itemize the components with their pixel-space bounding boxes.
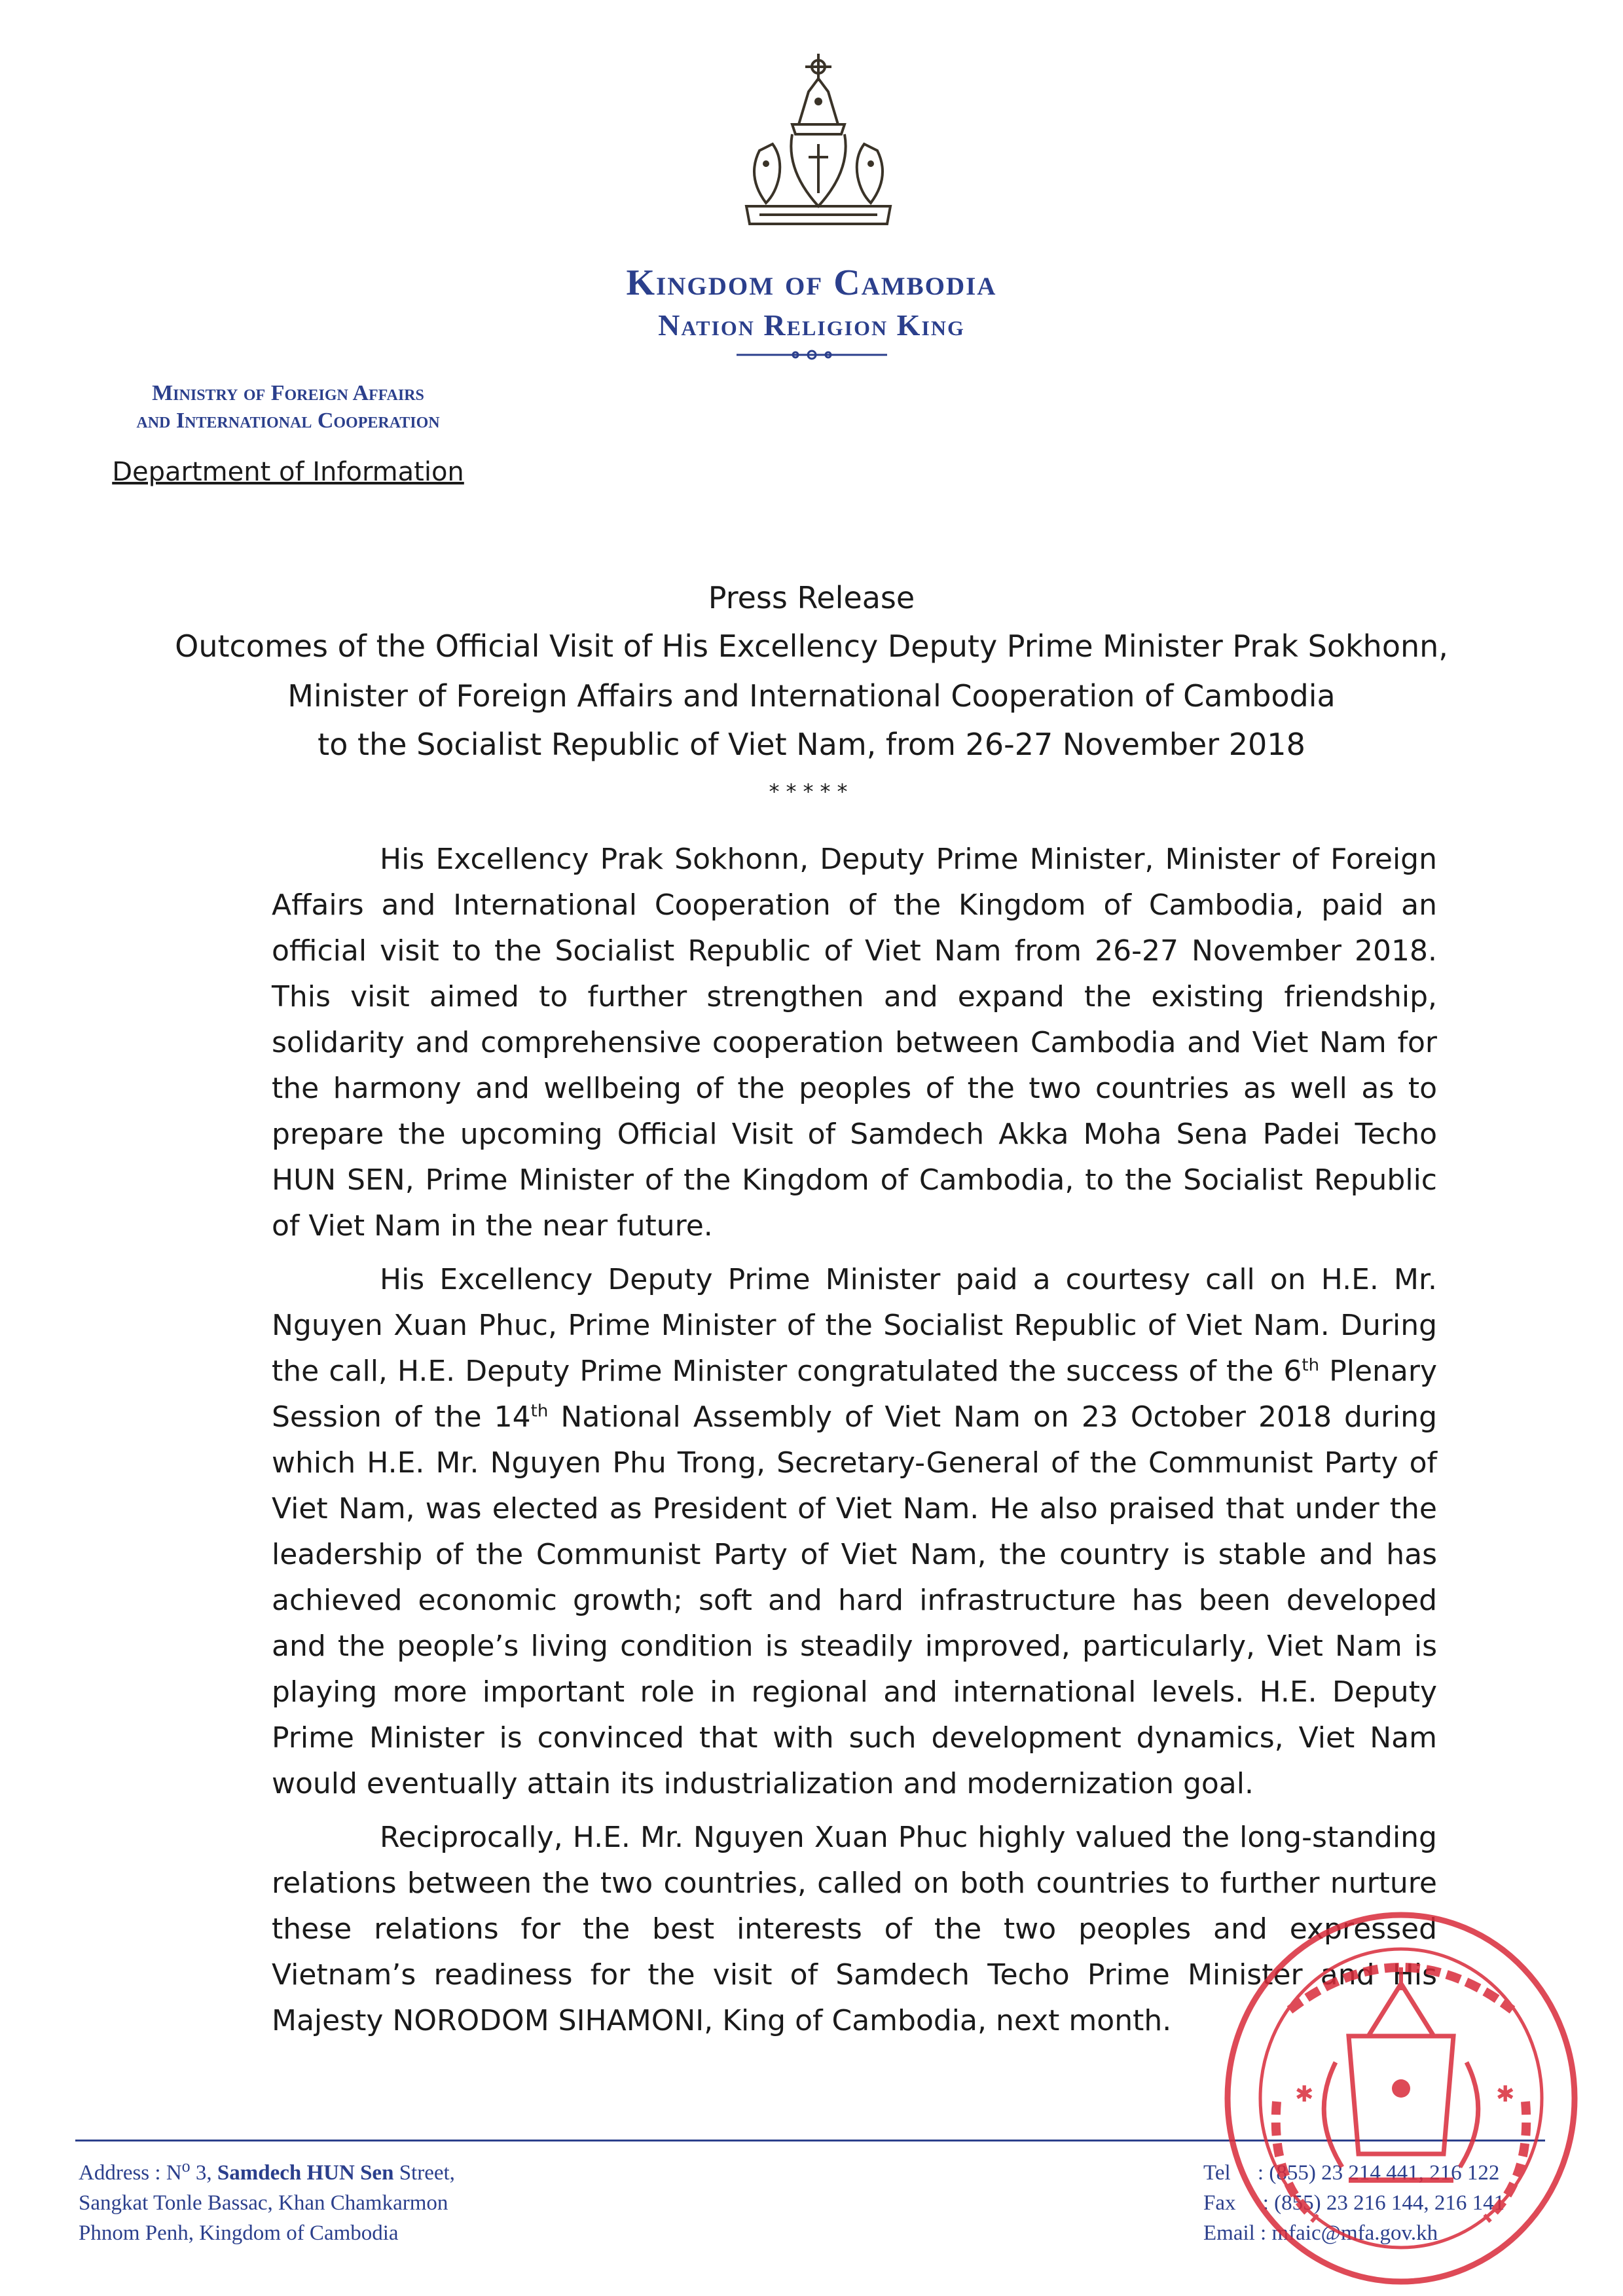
footer-tel: Tel : (855) 23 214 441, 216 122 (1203, 2161, 1500, 2185)
kingdom-title: Kingdom of Cambodia (626, 263, 997, 303)
press-release-body (272, 837, 1437, 2052)
p2-text-g: , Secretary-General of the Communist Party of Viet Nam, was elected as President of Viet Nam. He also praised that under the leadership of the Communist Party of Viet Nam, the country is stable and has achieved economic growth; soft and hard infrastructure has been developed and the people’s living condition is steadily improved, particularly, Viet Nam is playing more important role in regional and international levels. H.E. Deputy Prime Minister is convinced that with such development dynamics, Viet Nam would eventually attain its industrialization and modernization goal. (272, 1446, 1438, 1800)
address-street-name: Samdech HUN Sen (217, 2161, 394, 2185)
kingdom-motto: Nation Religion King (658, 308, 965, 342)
royal-coat-of-arms-emblem (720, 52, 917, 249)
address-line-2: Sangkat Tonle Bassac, Khan Chamkarmon (79, 2191, 448, 2215)
p2-text-c: , Prime Minister of the Socialist Republic of Viet Nam. During the call, H.E. Deputy Prime Minister congratulated the success of the 6 (272, 1309, 1438, 1388)
address-street-suffix: Street, (393, 2161, 455, 2185)
p2-superscript-1: th (1302, 1355, 1320, 1376)
p2-superscript-2: th (530, 1401, 549, 1421)
ministry-name-line2: and International Cooperation (136, 409, 440, 433)
footer-fax: Fax : (855) 23 216 144, 216 141 (1203, 2191, 1505, 2215)
footer-address (79, 2158, 668, 2248)
footer-email[interactable]: Email : mfaic@mfa.gov.kh (1203, 2221, 1438, 2245)
svg-text:✱: ✱ (1496, 2081, 1515, 2107)
p3-text-a: Reciprocally, H.E. Mr. Nguyen Xuan Phuc highly valued the long-standing relations between the two countries, called on both countries to further nurture these relations for the best interests of the two peoples and expressed Vietnam’s readiness for the visit of Samdech Techo Prime Minister and (272, 1821, 1437, 1992)
p1-name-hun-sen: Samdech Akka Moha Sena Padei Techo HUN SEN (272, 1118, 1438, 1197)
p2-text-e: National Assembly of Viet Nam on 23 October 2018 during which H.E. Mr. (272, 1400, 1437, 1480)
press-release-heading: Press Release (708, 580, 915, 615)
p1-text-a: His Excellency (380, 843, 600, 876)
address-number-sign: o (181, 2157, 191, 2176)
address-label: Address : N (79, 2161, 182, 2185)
paragraph-2 (272, 1257, 1437, 1807)
p2-name-nguyen-xuan-phuc: Nguyen Xuan Phuc (272, 1309, 548, 1342)
title-line-2: Minister of Foreign Affairs and International Cooperation of Cambodia (287, 678, 1336, 714)
p1-text-c: , Deputy Prime Minister, Minister of Foreign Affairs and International Cooperation of the Kingdom of Cambodia, paid an official visit to the Socialist Republic of Viet Nam from 26-27 November 2018. This visit aimed to further strengthen and expand the existing friendship, solidarity and comprehensive cooperation between Cambodia and Viet Nam for the harmony and wellbeing of the peoples of the two countries as well as to prepare the upcoming Official Visit of (272, 843, 1438, 1151)
p2-text-a: His Excellency Deputy Prime Minister paid a courtesy call on H.E. Mr. (380, 1263, 1437, 1296)
official-seal-stamp (1218, 1905, 1584, 2291)
title-line-1: Outcomes of the Official Visit of His Excellency Deputy Prime Minister Prak Sokhonn, (175, 629, 1448, 664)
p1-text-e: , Prime Minister of the Kingdom of Cambodia, to the Socialist Republic of Viet Nam in the near future. (272, 1163, 1437, 1243)
p1-name-prak-sokhonn: Prak Sokhonn (600, 843, 800, 876)
paragraph-1 (272, 837, 1437, 1249)
p3-text-c: , King of Cambodia, next month. (704, 2004, 1172, 2037)
department-name: Department of Information (112, 457, 464, 487)
p2-text-d: Plenary Session of the 14 (272, 1355, 1437, 1434)
address-line-1 (79, 2158, 668, 2188)
title-separator: ***** (769, 779, 854, 804)
address-line-3: Phnom Penh, Kingdom of Cambodia (79, 2221, 399, 2245)
title-line-3: to the Socialist Republic of Viet Nam, from 26-27 November 2018 (318, 727, 1305, 762)
p3-name-king: His Majesty NORODOM SIHAMONI (272, 1958, 1437, 2037)
decorative-ornament (733, 347, 890, 363)
p2-name-nguyen-phu-trong: Nguyen Phu Trong (490, 1446, 757, 1480)
address-number: 3, (190, 2161, 217, 2185)
svg-text:✱: ✱ (1295, 2081, 1314, 2107)
ministry-name-line1: Ministry of Foreign Affairs (152, 381, 424, 405)
